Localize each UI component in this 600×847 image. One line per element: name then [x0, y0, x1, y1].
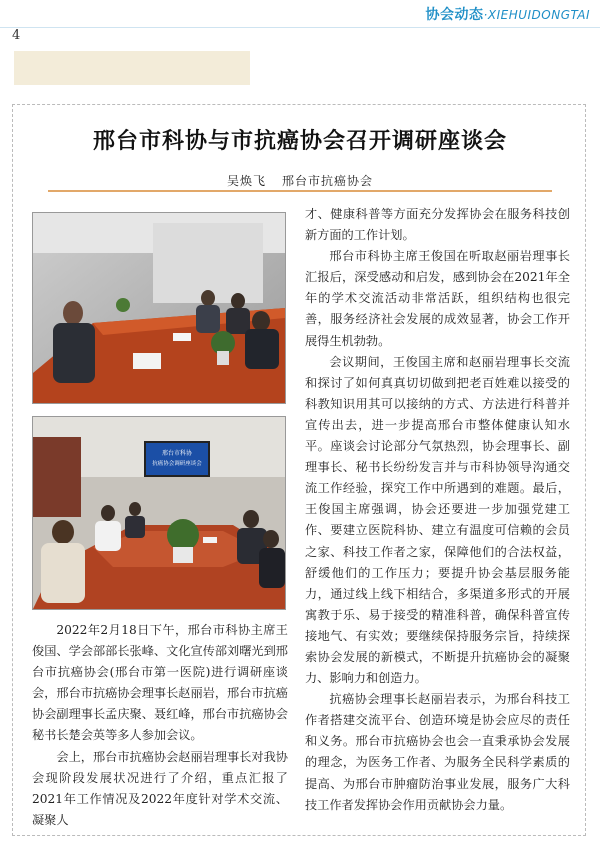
- screen-text-line-1: 邢台市科协: [161, 450, 193, 457]
- byline: [0, 172, 600, 189]
- paragraph: 会议期间，王俊国主席和赵丽岩理事长交流和探讨了如何真真切切做到把老百姓难以接受的科教知识用其可以接纳的方式、方法进行科普并宣传出去，进一步提高邢台市整体健康认知水平。座谈会讨论部分气氛热烈，协会理事长、副理事长、秘书长纷纷发言并与市科协领导沟通交流工作经验，探究工作中所遇到的难题。最后，王俊国主席强调，协会还要进一步加强党建工作、要建立医院科协、建立有温度可信赖的会员之家、科技工作者之家，保障他们的合法权益，舒缓他们的工作压力；要提升协会基层服务能力，通过线上线下相结合，多渠道多形式的开展寓教于乐、易于接受的精准科普，确保科普宣传接地气、有实效；要继续保持服务宗旨，持续探索协会发展的新模式，不断提升抗癌协会的凝聚力、影响力和创造力。: [305, 354, 570, 686]
- meeting-photo-2: [32, 416, 286, 610]
- section-title-latin: ·XIEHUIDONGTAI: [483, 8, 590, 22]
- section-header: [426, 4, 590, 24]
- article-title: 邢台市科协与市抗癌协会召开调研座谈会: [92, 128, 507, 154]
- author-org: 邢台市抗癌协会: [282, 174, 374, 188]
- page-number: 4: [12, 28, 21, 43]
- paragraph: 抗癌协会理事长赵丽岩表示，为邢台科技工作者搭建交流平台、创造环境是协会应尽的责任和义务。邢台市抗癌协会也会一直秉承协会发展的理念，为医务工作者、为服务全民科学素质的提高、为邢台市肿瘤防治事业发展，服务广大科技工作者发挥协会作用贡献协会力量。: [305, 692, 570, 812]
- paragraph: 2022年2月18日下午，邢台市科协主席王俊国、学会部部长张峰、文化宣传部刘曙光到邢台市抗癌协会(邢台市第一医院)进行调研座谈会，邢台市抗癌协会理事长赵丽岩，邢台市抗癌协会副理事长孟庆聚、聂红峰，邢台市抗癌协会秘书长楚会英等多人参加会议。: [32, 623, 288, 743]
- meeting-photo-1: [32, 212, 286, 404]
- decorative-band: [14, 51, 250, 85]
- author-name: 吴焕飞: [226, 174, 266, 188]
- article-column-left: [32, 620, 288, 831]
- screen-text-line-2: 抗癌协会调研座谈会: [152, 461, 202, 467]
- paragraph-continuation: 才、健康科普等方面充分发挥协会在服务科技创新方面的工作计划。: [305, 207, 570, 243]
- section-title: 协会动态: [425, 7, 484, 23]
- byline-divider: [48, 190, 552, 192]
- header-divider: [0, 27, 600, 28]
- paragraph: 会上，邢台市抗癌协会赵丽岩理事长对我协会现阶段发展状况进行了介绍，重点汇报了2021年工作情况及2022年度针对学术交流、凝聚人: [32, 749, 288, 827]
- article-column-right: [305, 204, 570, 816]
- paragraph: 邢台市科协主席王俊国在听取赵丽岩理事长汇报后，深受感动和启发，感到协会在2021年全年的学术交流活动非常活跃，组织结构也很完善，服务经济社会发展的成效显著，协会工作开展得生机勃勃。: [305, 249, 570, 348]
